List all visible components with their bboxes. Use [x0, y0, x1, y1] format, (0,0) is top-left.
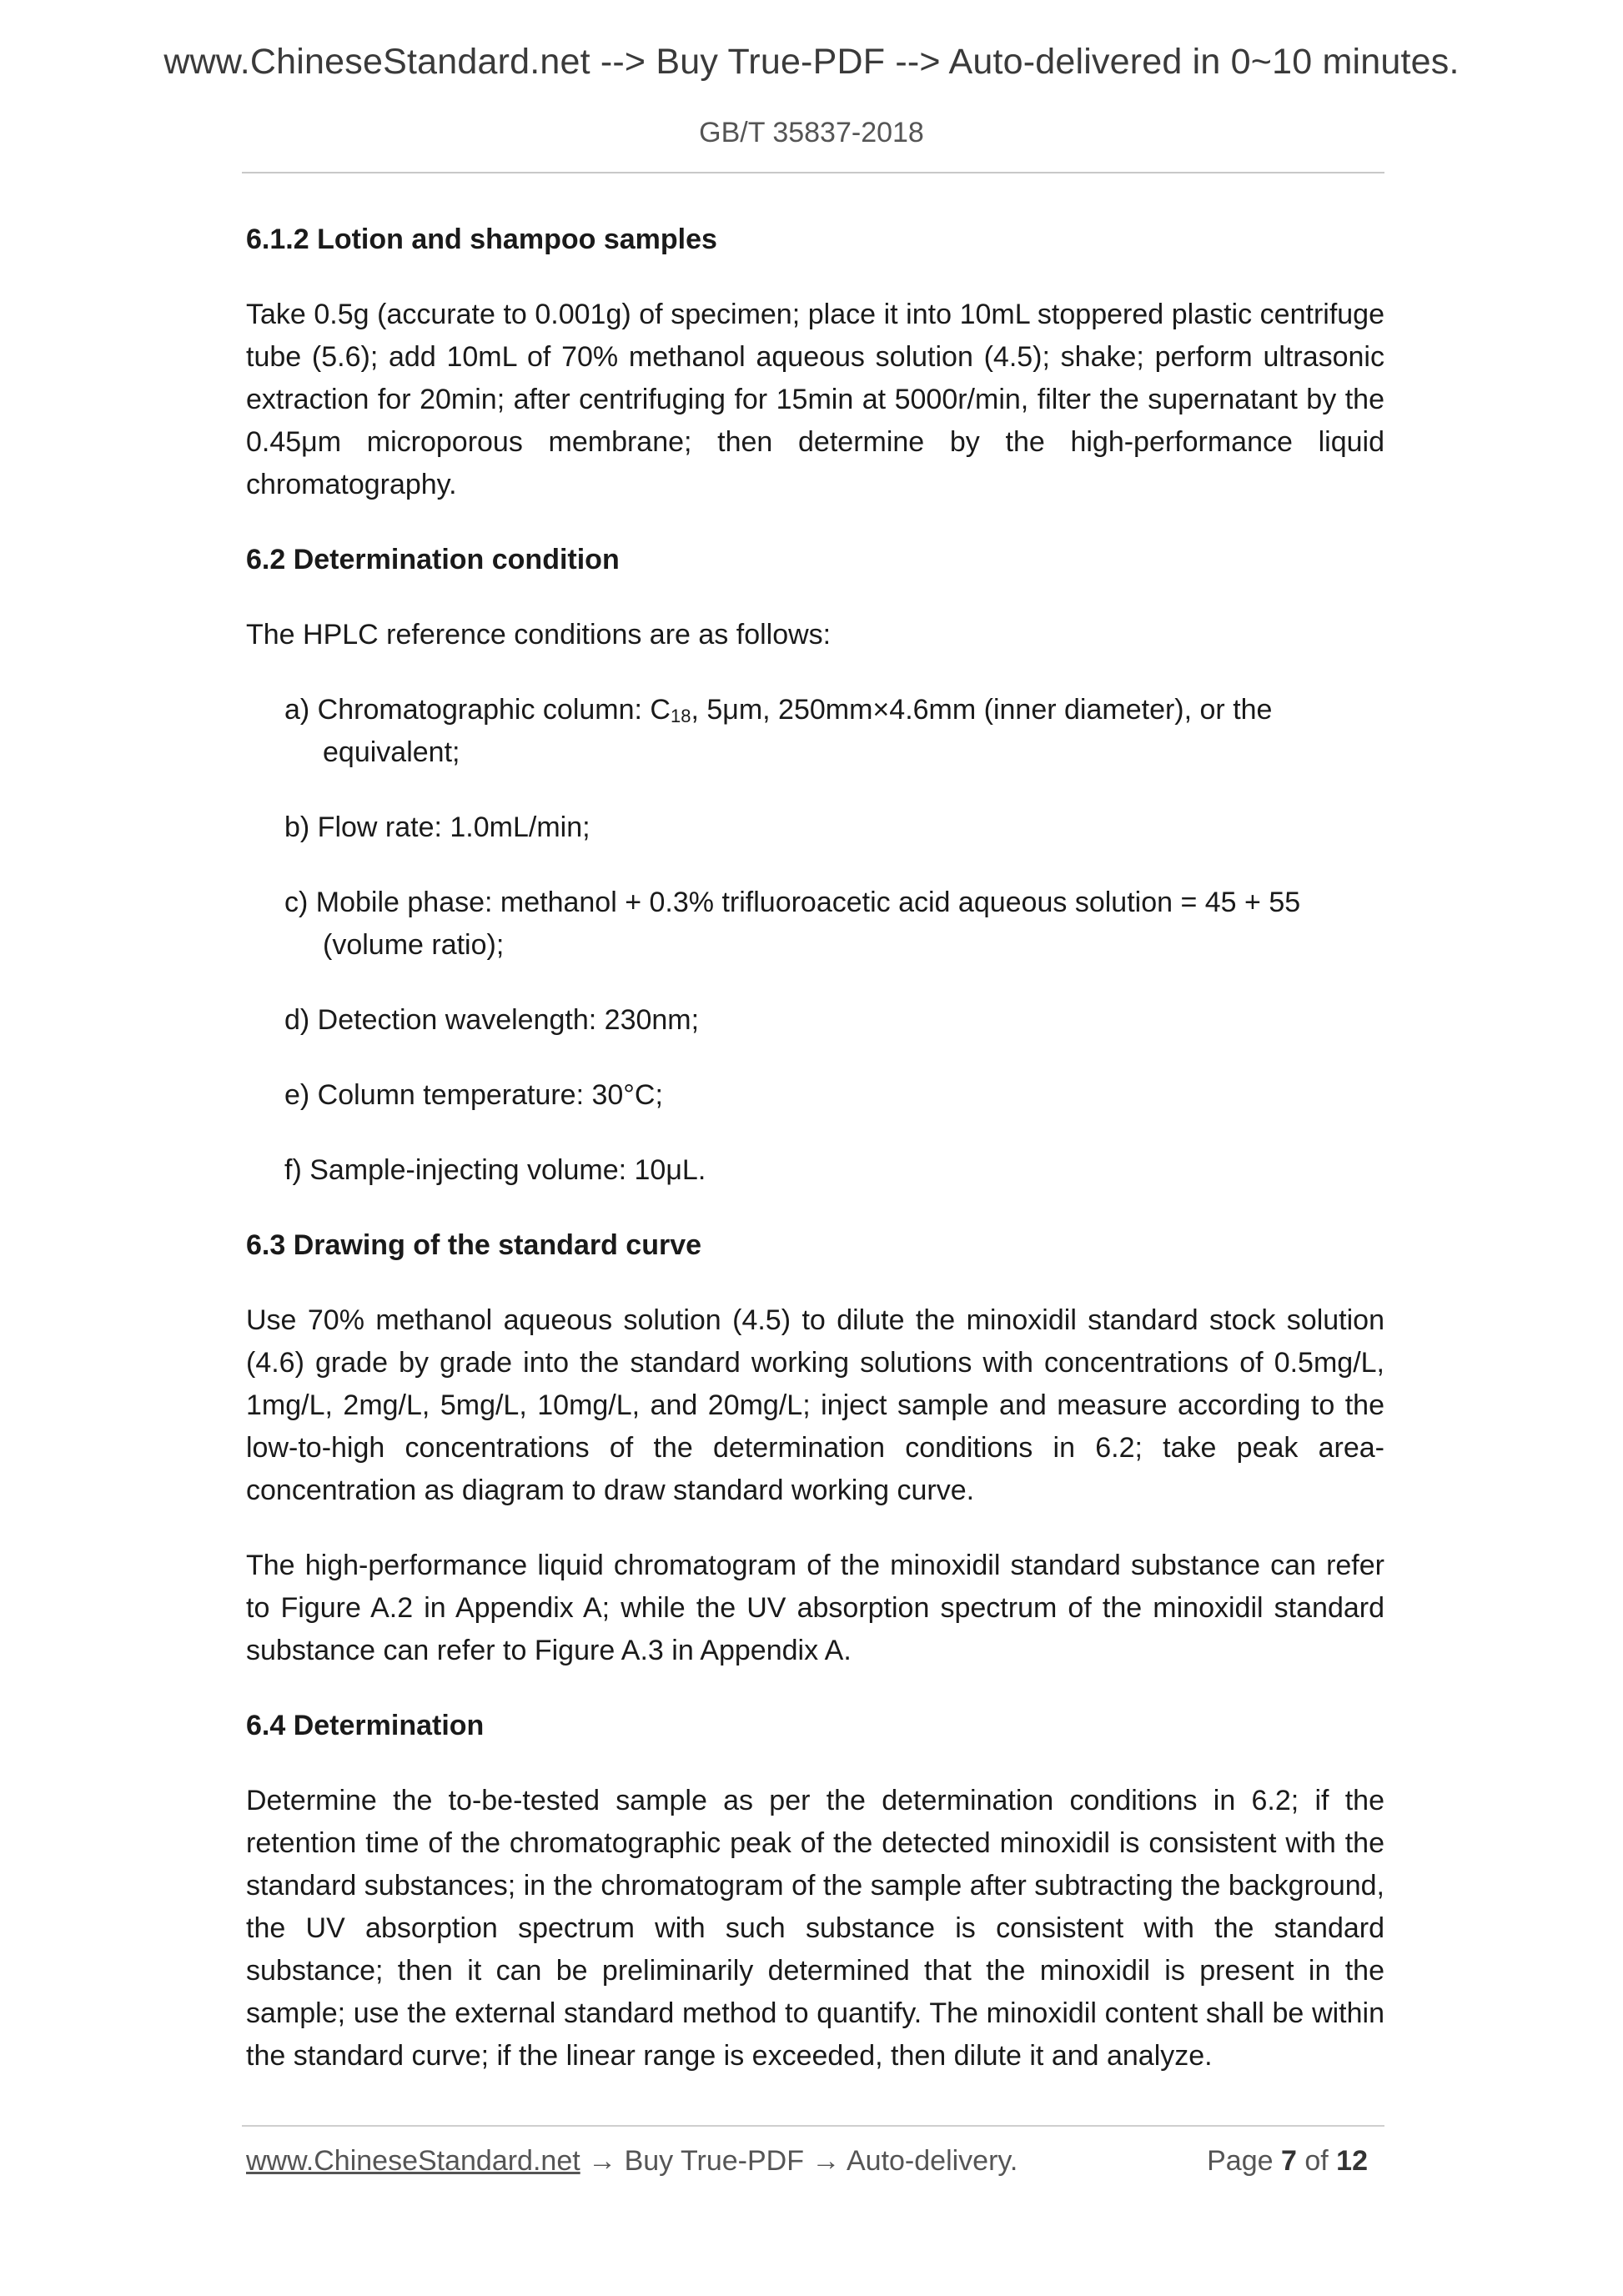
section-6-4-paragraph: Determine the to-be-tested sample as per the determination conditions in 6.2; if the retention time of the chromatographic peak of the detected minoxidil is consistent with the standard substances; in the chromatogram of the sample after subtracting the background, the UV absorption spectrum with such substance is consistent with the standard substance; then it can be preliminarily determined that the minoxidil is present in the sample; use the external standard method to quantify. The minoxidil content shall be within the standard curve; if the linear range is exceeded, then dilute it and analyze. — [246, 1785, 1384, 2072]
page-footer — [246, 2145, 1384, 2178]
standard-code: GB/T 35837-2018 — [699, 117, 924, 148]
condition-list — [246, 689, 1384, 1192]
section-6-4-heading: 6.4 Determination — [246, 1710, 485, 1741]
section-6-1-2-heading: 6.1.2 Lotion and shampoo samples — [246, 224, 717, 255]
footer-divider — [242, 2125, 1384, 2127]
condition-item-e: e) Column temperature: 30°C; — [284, 1079, 663, 1111]
document-body — [246, 219, 1384, 2077]
section-6-1-2-paragraph: Take 0.5g (accurate to 0.001g) of specimen; place it into 10mL stoppered plastic centrifuge tube (5.6); add 10mL of 70% methanol aqueous solution (4.5); shake; perform ultrasonic extraction for 20min; after centrifuging for 15min at 5000r/min, filter the supernatant by the 0.45μm microporous membrane; then determine by the high-performance liquid chromatography. — [246, 299, 1384, 500]
condition-item-b: b) Flow rate: 1.0mL/min; — [284, 811, 590, 843]
page-counter: Page 7 of 12 — [1207, 2145, 1368, 2177]
condition-item-f: f) Sample-injecting volume: 10μL. — [284, 1154, 706, 1186]
footer-link[interactable]: www.ChineseStandard.net — [246, 2145, 580, 2177]
section-6-3-paragraph-2: The high-performance liquid chromatogram of the minoxidil standard substance can refer to Figure A.2 in Appendix A; while the UV absorption spectrum of the minoxidil standard substance can refer to Figure A.3 in Appendix A. — [246, 1550, 1384, 1666]
condition-item-a: a) Chromatographic column: $C_{18}$, 5μm, 250mm×4.6mm (inner diameter), or the — [284, 694, 1273, 726]
page-number: 7 — [1280, 2145, 1297, 2177]
header-divider — [242, 172, 1384, 173]
section-6-3-heading: 6.3 Drawing of the standard curve — [246, 1229, 702, 1261]
condition-item-c: c) Mobile phase: methanol + 0.3% trifluoroacetic acid aqueous solution = 45 + 55 — [284, 887, 1301, 918]
section-6-3-paragraph-1: Use 70% methanol aqueous solution (4.5) to dilute the minoxidil standard stock solution (4.6) grade by grade into the standard working solutions with concentrations of 0.5mg/L, 1mg/L, 2mg/L, 5mg/L, 10mg/L, and 20mg/L; inject sample and measure according to the low-to-high concentrations of the determination conditions in 6.2; take peak area-concentration as diagram to draw standard working curve. — [246, 1304, 1384, 1506]
condition-item-d: d) Detection wavelength: 230nm; — [284, 1004, 700, 1036]
section-6-2-heading: 6.2 Determination condition — [246, 544, 620, 575]
banner-link[interactable]: www.ChineseStandard.net --> Buy True-PDF --> Auto-delivered in 0~10 minutes. — [163, 42, 1460, 82]
condition-item-c-continuation: (volume ratio); — [323, 929, 505, 961]
page-total: 12 — [1336, 2145, 1368, 2177]
footer-tagline: → Buy True-PDF → Auto-delivery. — [580, 2145, 1018, 2177]
condition-item-a-continuation: equivalent; — [323, 736, 460, 768]
section-6-2-intro: The HPLC reference conditions are as follows: — [246, 619, 832, 651]
